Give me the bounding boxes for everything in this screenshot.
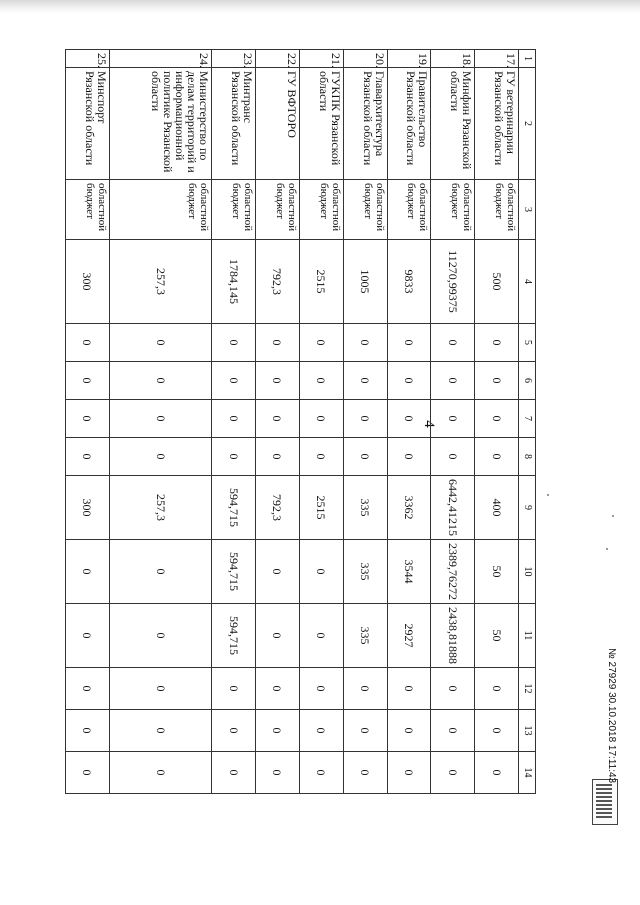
value-cell: 0 bbox=[343, 710, 387, 752]
funding-source-cell: областной бюджет bbox=[212, 180, 256, 240]
value-cell: 0 bbox=[431, 324, 475, 362]
value-cell: 0 bbox=[343, 438, 387, 476]
value-cell: 0 bbox=[109, 400, 211, 438]
value-cell: 0 bbox=[343, 400, 387, 438]
value-cell: 500 bbox=[475, 240, 519, 324]
value-cell: 0 bbox=[387, 400, 431, 438]
value-cell: 0 bbox=[109, 752, 211, 794]
value-cell: 0 bbox=[431, 362, 475, 400]
row-number-cell: 25. bbox=[66, 50, 110, 68]
header-cell: 6 bbox=[519, 362, 536, 400]
value-cell: 0 bbox=[66, 362, 110, 400]
scan-speck bbox=[612, 515, 614, 517]
value-cell: 0 bbox=[109, 668, 211, 710]
value-cell: 1005 bbox=[343, 240, 387, 324]
value-cell: 0 bbox=[475, 752, 519, 794]
value-cell: 0 bbox=[256, 604, 300, 668]
value-cell: 6442,41215 bbox=[431, 476, 475, 540]
value-cell: 594,715 bbox=[212, 540, 256, 604]
value-cell: 2389,76272 bbox=[431, 540, 475, 604]
value-cell: 0 bbox=[212, 324, 256, 362]
value-cell: 0 bbox=[212, 752, 256, 794]
row-number-cell: 22. bbox=[256, 50, 300, 68]
value-cell: 0 bbox=[431, 710, 475, 752]
organization-cell: Правительство Рязанской области bbox=[387, 68, 431, 180]
value-cell: 2515 bbox=[299, 476, 343, 540]
value-cell: 0 bbox=[299, 540, 343, 604]
value-cell: 257,3 bbox=[109, 240, 211, 324]
value-cell: 0 bbox=[299, 752, 343, 794]
value-cell: 792,3 bbox=[256, 476, 300, 540]
header-cell: 5 bbox=[519, 324, 536, 362]
value-cell: 0 bbox=[387, 710, 431, 752]
header-cell: 12 bbox=[519, 668, 536, 710]
value-cell: 0 bbox=[256, 324, 300, 362]
value-cell: 0 bbox=[343, 752, 387, 794]
value-cell: 0 bbox=[109, 540, 211, 604]
value-cell: 792,3 bbox=[256, 240, 300, 324]
value-cell: 0 bbox=[299, 362, 343, 400]
funding-source-cell: областной бюджет bbox=[299, 180, 343, 240]
funding-source-cell: областной бюджет bbox=[109, 180, 211, 240]
value-cell: 0 bbox=[475, 362, 519, 400]
header-cell: 9 bbox=[519, 476, 536, 540]
value-cell: 0 bbox=[475, 438, 519, 476]
value-cell: 0 bbox=[299, 438, 343, 476]
value-cell: 0 bbox=[66, 668, 110, 710]
value-cell: 0 bbox=[66, 752, 110, 794]
value-cell: 0 bbox=[109, 710, 211, 752]
table-row bbox=[299, 50, 343, 794]
value-cell: 335 bbox=[343, 540, 387, 604]
value-cell: 2927 bbox=[387, 604, 431, 668]
funding-source-cell: областной бюджет bbox=[343, 180, 387, 240]
value-cell: 335 bbox=[343, 476, 387, 540]
value-cell: 0 bbox=[431, 668, 475, 710]
organization-cell: Министерство по делам территорий и информационной политике Рязанской области bbox=[109, 68, 211, 180]
value-cell: 0 bbox=[387, 752, 431, 794]
header-cell: 2 bbox=[519, 68, 536, 180]
value-cell: 0 bbox=[256, 540, 300, 604]
value-cell: 0 bbox=[343, 362, 387, 400]
value-cell: 0 bbox=[299, 668, 343, 710]
value-cell: 0 bbox=[212, 710, 256, 752]
page-number: 4 bbox=[421, 420, 437, 428]
value-cell: 0 bbox=[66, 710, 110, 752]
value-cell: 0 bbox=[475, 668, 519, 710]
value-cell: 3362 bbox=[387, 476, 431, 540]
value-cell: 2438,81888 bbox=[431, 604, 475, 668]
row-number-cell: 17. bbox=[475, 50, 519, 68]
value-cell: 0 bbox=[299, 324, 343, 362]
value-cell: 1784,145 bbox=[212, 240, 256, 324]
value-cell: 0 bbox=[212, 438, 256, 476]
organization-cell: Минспорт Рязанской области bbox=[66, 68, 110, 180]
organization-cell: ГУ ВФТОРО bbox=[256, 68, 300, 180]
value-cell: 0 bbox=[66, 604, 110, 668]
table-row bbox=[256, 50, 300, 794]
header-cell: 13 bbox=[519, 710, 536, 752]
value-cell: 0 bbox=[256, 710, 300, 752]
value-cell: 0 bbox=[475, 400, 519, 438]
row-number-cell: 24. bbox=[109, 50, 211, 68]
value-cell: 0 bbox=[66, 324, 110, 362]
header-cell: 4 bbox=[519, 240, 536, 324]
table-row bbox=[475, 50, 519, 794]
table-rotated-inner bbox=[65, 49, 536, 793]
funding-source-cell: областной бюджет bbox=[387, 180, 431, 240]
value-cell: 0 bbox=[299, 710, 343, 752]
funding-source-cell: областной бюджет bbox=[475, 180, 519, 240]
registration-footer: № 27929 30.10.2018 17:11:43 bbox=[606, 648, 617, 784]
table-row bbox=[387, 50, 431, 794]
header-cell: 7 bbox=[519, 400, 536, 438]
value-cell: 0 bbox=[431, 400, 475, 438]
table-row bbox=[212, 50, 256, 794]
row-number-cell: 18. bbox=[431, 50, 475, 68]
value-cell: 0 bbox=[431, 438, 475, 476]
budget-table bbox=[65, 49, 536, 794]
value-cell: 0 bbox=[66, 400, 110, 438]
value-cell: 300 bbox=[66, 476, 110, 540]
value-cell: 0 bbox=[387, 324, 431, 362]
value-cell: 0 bbox=[256, 400, 300, 438]
value-cell: 0 bbox=[387, 668, 431, 710]
value-cell: 594,715 bbox=[212, 604, 256, 668]
value-cell: 0 bbox=[66, 540, 110, 604]
header-cell: 10 bbox=[519, 540, 536, 604]
table-body bbox=[66, 50, 536, 794]
value-cell: 300 bbox=[66, 240, 110, 324]
value-cell: 0 bbox=[109, 604, 211, 668]
value-cell: 0 bbox=[66, 438, 110, 476]
header-row bbox=[519, 50, 536, 794]
value-cell: 0 bbox=[256, 752, 300, 794]
value-cell: 0 bbox=[212, 400, 256, 438]
table-row bbox=[109, 50, 211, 794]
header-cell: 3 bbox=[519, 180, 536, 240]
value-cell: 0 bbox=[431, 752, 475, 794]
funding-source-cell: областной бюджет bbox=[256, 180, 300, 240]
table-row bbox=[343, 50, 387, 794]
value-cell: 257,3 bbox=[109, 476, 211, 540]
value-cell: 0 bbox=[212, 668, 256, 710]
value-cell: 335 bbox=[343, 604, 387, 668]
organization-cell: ГУ ветеринарии Рязанской области bbox=[475, 68, 519, 180]
value-cell: 9833 bbox=[387, 240, 431, 324]
value-cell: 11270,99375 bbox=[431, 240, 475, 324]
value-cell: 0 bbox=[256, 668, 300, 710]
table-rotated-wrapper bbox=[65, 49, 536, 793]
value-cell: 0 bbox=[109, 324, 211, 362]
header-cell: 14 bbox=[519, 752, 536, 794]
value-cell: 0 bbox=[299, 604, 343, 668]
value-cell: 594,715 bbox=[212, 476, 256, 540]
value-cell: 0 bbox=[475, 710, 519, 752]
value-cell: 0 bbox=[299, 400, 343, 438]
header-cell: 11 bbox=[519, 604, 536, 668]
scan-speck bbox=[606, 548, 608, 550]
value-cell: 50 bbox=[475, 540, 519, 604]
value-cell: 0 bbox=[256, 438, 300, 476]
value-cell: 0 bbox=[109, 438, 211, 476]
value-cell: 0 bbox=[475, 324, 519, 362]
row-number-cell: 19. bbox=[387, 50, 431, 68]
value-cell: 0 bbox=[109, 362, 211, 400]
organization-cell: Минтранс Рязанской области bbox=[212, 68, 256, 180]
value-cell: 0 bbox=[343, 668, 387, 710]
row-number-cell: 23. bbox=[212, 50, 256, 68]
row-number-cell: 20. bbox=[343, 50, 387, 68]
value-cell: 0 bbox=[256, 362, 300, 400]
header-cell: 1 bbox=[519, 50, 536, 68]
value-cell: 3544 bbox=[387, 540, 431, 604]
row-number-cell: 21. bbox=[299, 50, 343, 68]
value-cell: 0 bbox=[387, 438, 431, 476]
value-cell: 50 bbox=[475, 604, 519, 668]
organization-cell: Минфин Рязанской области bbox=[431, 68, 475, 180]
value-cell: 400 bbox=[475, 476, 519, 540]
funding-source-cell: областной бюджет bbox=[66, 180, 110, 240]
value-cell: 0 bbox=[212, 362, 256, 400]
funding-source-cell: областной бюджет bbox=[431, 180, 475, 240]
header-cell: 8 bbox=[519, 438, 536, 476]
scan-speck bbox=[547, 494, 549, 496]
value-cell: 0 bbox=[387, 362, 431, 400]
table-row bbox=[66, 50, 110, 794]
scan-top-edge bbox=[0, 0, 640, 14]
table-row bbox=[431, 50, 475, 794]
value-cell: 0 bbox=[343, 324, 387, 362]
organization-cell: ГУКПК Рязанской области bbox=[299, 68, 343, 180]
value-cell: 2515 bbox=[299, 240, 343, 324]
organization-cell: Главархитектура Рязанской области bbox=[343, 68, 387, 180]
